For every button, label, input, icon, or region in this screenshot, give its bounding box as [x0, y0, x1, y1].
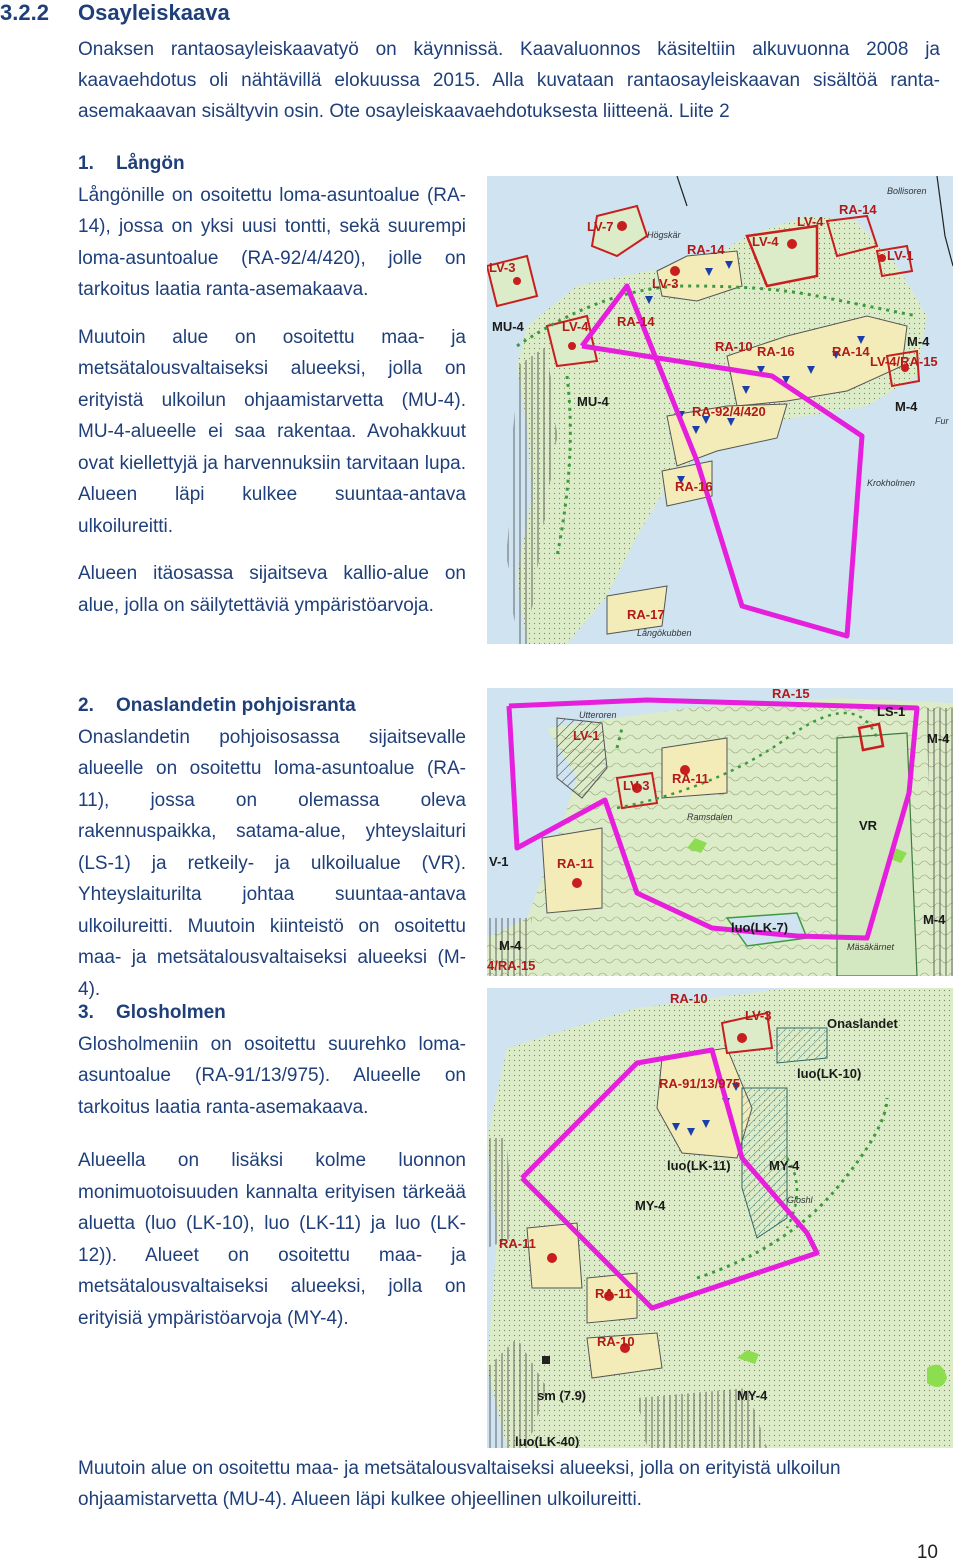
section-number: 3.2.2	[0, 0, 49, 25]
map-label: LV-4	[562, 319, 589, 334]
map-label: MU-4	[492, 319, 524, 334]
map-label: RA-10	[670, 991, 708, 1006]
marker-red	[878, 254, 886, 262]
item-2-heading: 2. Onaslandetin pohjoisranta	[78, 695, 356, 716]
map-label: LV-4	[752, 234, 779, 249]
marker-red	[513, 277, 521, 285]
map-label: MY-4	[635, 1198, 666, 1213]
map-label: V-1	[489, 854, 509, 869]
page-number: 10	[916, 1542, 938, 1563]
map-label: RA-16	[675, 479, 713, 494]
map-label: LS-1	[877, 704, 906, 719]
map-label: luo(LK-40)	[515, 1434, 580, 1448]
map-label: luo(LK-10)	[797, 1066, 862, 1081]
intro-text: Onaksen rantaosayleiskaavatyö on käynnissä. Kaavaluonnos käsiteltiin alkuvuonna 2008 ja kaavaehdotus oli nähtävillä elokuussa 2015. Alla kuvataan rantaosayleiskaavan sisältöä ranta-asemakaavan sisältyvin osin. Ote osayleiskaavaehdotuksesta liitteenä. Liite 2	[78, 39, 940, 122]
place-label: Utteroren	[579, 710, 617, 720]
map-label: LV-3	[745, 1008, 772, 1023]
map-label: MY-4	[737, 1388, 768, 1403]
map-label: RA-91/13/975	[659, 1076, 740, 1091]
item-1-paragraph-2: Muutoin alue on osoitettu maa- ja metsätalousvaltaiseksi alueeksi, jolla on erityistä ulkoilun ohjaamistarvetta (MU-4). MU-4-alueelle ei saa rakentaa. Avohakkuut ovat kiellettyjä ja harvennuksiin tarvitaan lupa. Alueen läpi kulkee suuntaa-antava ulkoilureitti.	[78, 326, 466, 537]
marker-red	[547, 1253, 557, 1263]
map-label: LV-4/RA-15	[870, 354, 938, 369]
marker-red	[568, 342, 576, 350]
marker-square	[542, 1356, 550, 1364]
place-label: Fur	[935, 416, 949, 426]
item-3-paragraph-1: Glosholmeniin on osoitettu suurehko loma-asuntoalue (RA-91/13/975). Alueelle on tarkoitus laatia ranta-asemakaava.	[78, 1033, 466, 1118]
marker-red	[787, 239, 797, 249]
map-onaslandet	[487, 688, 953, 976]
map-label: M-4	[923, 912, 946, 927]
item-3	[78, 997, 466, 1334]
map-label: LV-7	[587, 219, 614, 234]
map-label: RA-11	[672, 771, 709, 786]
closing-paragraph: Muutoin alue on osoitettu maa- ja metsätalousvaltaiseksi alueeksi, jolla on erityistä ulkoilun ohjaamistarvetta (MU-4). Alueen läpi kulkee ohjeellinen ulkoilureitti.	[78, 1458, 841, 1510]
map-label: RA-14	[832, 344, 870, 359]
map-label: RA-92/4/420	[692, 404, 766, 419]
item-3-paragraph-2: Alueella on lisäksi kolme luonnon monimuotoisuuden kannalta erityisen tärkeää aluetta (luo (LK-10), luo (LK-11) ja luo (LK-12)). Alueet on osoitettu maa- ja metsätalousvaltaiseksi alueeksi, jolla on erityisiä ympäristöarvoja (MY-4).	[78, 1150, 466, 1329]
map-label: LV-1	[573, 728, 600, 743]
item-2-paragraph-1: Onaslandetin pohjoisosassa sijaitsevalle alueelle on osoitettu loma-asuntoalue (RA-11), jossa on olemassa oleva rakennuspaikka, satama-alue, yhteyslaituri (LS-1) ja retkeily- ja ulkoilualue (VR). Yhteyslaiturilta johtaa suuntaa-antava ulkoilureitti. Muutoin kiinteistö on osoitettu maa- ja metsätalousvaltaiseksi alueeksi (M-4).	[78, 726, 466, 1000]
map-label: RA-11	[499, 1236, 536, 1251]
place-label: Bollisoren	[887, 186, 927, 196]
map-label: LV-3	[652, 276, 679, 291]
map-label: RA-14	[687, 242, 725, 257]
map-label: MU-4	[577, 394, 609, 409]
place-label: Högskär	[647, 230, 681, 240]
item-3-heading: 3. Glosholmen	[78, 1002, 226, 1023]
map-label: luo(LK-11)	[667, 1158, 731, 1173]
intro-paragraph	[78, 34, 940, 127]
map-label: LV-1	[887, 248, 914, 263]
item-1-paragraph-1: Långönille on osoitettu loma-asuntoalue (RA-14), jossa on yksi uusi tontti, sekä suurempi loma-asuntoalue (RA-92/4/420), jolle on tarkoitus laatia ranta-asemakaava.	[78, 184, 466, 300]
map-label: sm (7.9)	[537, 1388, 587, 1403]
map-label: LV-3	[623, 778, 650, 793]
item-1	[78, 148, 466, 621]
map-glosholmen	[487, 988, 953, 1448]
marker-red	[572, 878, 582, 888]
map-label: Onaslandet	[827, 1016, 898, 1031]
map-label: RA-15	[772, 688, 810, 701]
map-label: VR	[859, 818, 878, 833]
map-label: RA-14	[617, 314, 655, 329]
map-label: RA-11	[595, 1286, 632, 1301]
map-label: LV-4	[797, 214, 824, 229]
place-label: Gloshl	[787, 1195, 813, 1205]
plot-ra11-north	[662, 738, 727, 798]
map-label: RA-10	[715, 339, 753, 354]
map-label: RA-17	[627, 607, 665, 622]
map-label: M-4	[895, 399, 918, 414]
map-glosholmen-svg	[487, 988, 953, 1448]
map-label: RA-10	[597, 1334, 635, 1349]
place-label: Ramsdalen	[687, 812, 733, 822]
map-langon	[487, 176, 953, 644]
map-label: RA-11	[557, 856, 594, 871]
item-1-heading: 1. Långön	[78, 153, 185, 174]
section-title: Osayleiskaava	[78, 0, 230, 25]
place-label: Mäsäkärnet	[847, 942, 895, 952]
map-label: luo(LK-7)	[731, 920, 789, 935]
item-1-paragraph-3: Alueen itäosassa sijaitseva kallio-alue on alue, jolla on säilytettäviä ympäristöarvoja.	[78, 563, 466, 616]
area-luo-lk10	[777, 1028, 827, 1063]
map-label: RA-16	[757, 344, 795, 359]
map-label: M-4	[499, 938, 522, 953]
marker-red	[617, 221, 627, 231]
place-label: Långökubben	[637, 628, 692, 638]
map-label: LV-3	[489, 260, 516, 275]
map-label: 4/RA-15	[487, 958, 536, 973]
section-heading	[0, 0, 230, 26]
marker-red	[737, 1033, 747, 1043]
place-label: Krokholmen	[867, 478, 916, 488]
item-2	[78, 690, 466, 1005]
map-label: M-4	[927, 731, 950, 746]
map-label: M-4	[907, 334, 930, 349]
marker-red	[670, 266, 680, 276]
map-label: MY-4	[769, 1158, 800, 1173]
map-langon-svg	[487, 176, 953, 644]
map-label: RA-14	[839, 202, 877, 217]
map-onaslandet-svg	[487, 688, 953, 976]
